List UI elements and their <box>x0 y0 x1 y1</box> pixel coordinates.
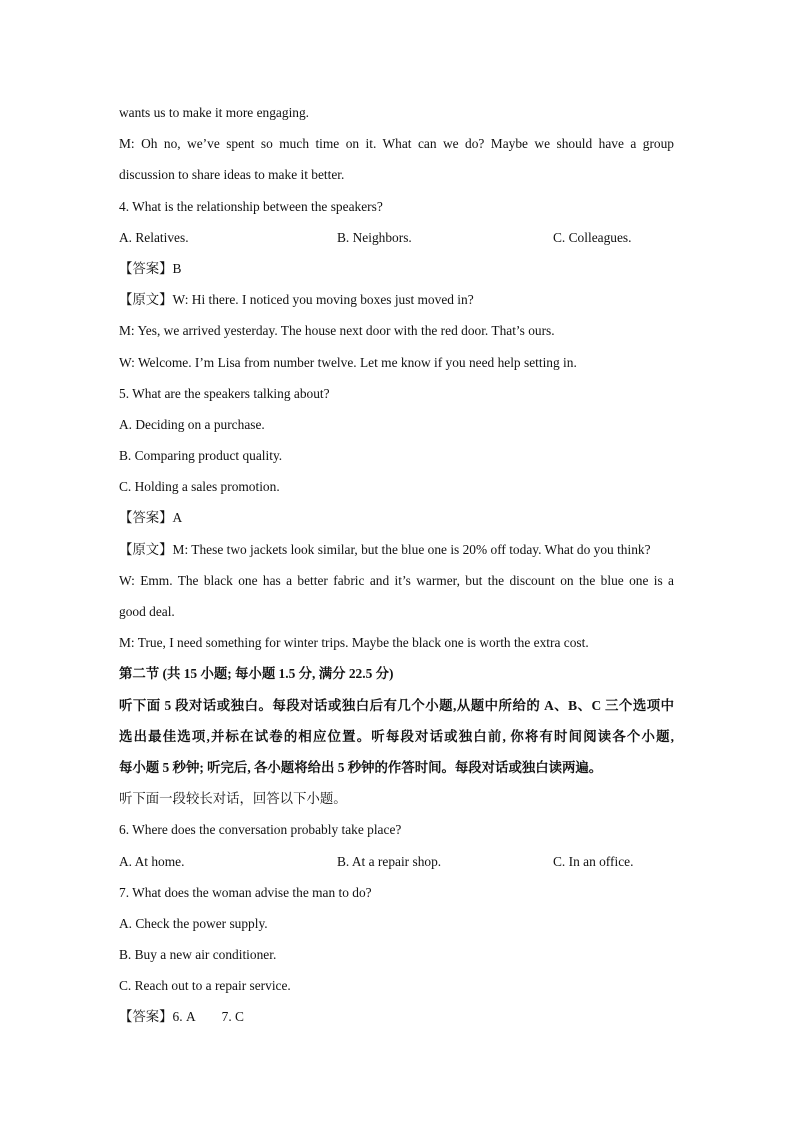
option-a: A. Relatives. <box>119 229 189 245</box>
question-6: 6. Where does the conversation probably take place? <box>119 822 402 838</box>
transcript-line: W: Welcome. I’m Lisa from number twelve. Let me know if you need help setting in. <box>119 354 577 370</box>
option-c: C. In an office. <box>553 853 634 869</box>
question-5: 5. What are the speakers talking about? <box>119 385 330 401</box>
option-b: B. Neighbors. <box>337 229 412 245</box>
option-a: A. Check the power supply. <box>119 915 268 931</box>
option-b: B. Buy a new air conditioner. <box>119 947 277 963</box>
instruction-line: 听下面 5 段对话或独白。每段对话或独白后有几个小题,从题中所给的 A、B、C 三个选项中 <box>119 697 674 713</box>
answer-4: 【答案】B <box>119 260 182 276</box>
option-c: C. Colleagues. <box>553 229 632 245</box>
dialogue-line: M: Oh no, we’ve spent so much time on it. What can we do? Maybe we should have a group <box>119 136 674 152</box>
transcript-line: good deal. <box>119 604 175 619</box>
answer-5: 【答案】A <box>119 510 183 526</box>
dialogue-line: wants us to make it more engaging. <box>119 105 310 120</box>
question-6-options <box>119 846 674 877</box>
transcript-line: M: True, I need something for winter trips. Maybe the black one is worth the extra cost. <box>119 635 589 651</box>
answer-6: 【答案】6. A <box>119 1009 196 1025</box>
question-4: 4. What is the relationship between the speakers? <box>119 198 383 214</box>
option-a: A. At home. <box>119 853 185 869</box>
answer-6-7 <box>119 1001 674 1032</box>
transcript-line: W: Emm. The black one has a better fabric and it’s warmer, but the discount on the blue one is a <box>119 572 674 588</box>
question-4-options <box>119 222 674 253</box>
listen-instruction: 听下面一段较长对话，回答以下小题。 <box>119 791 347 807</box>
transcript-line: 【原文】M: These two jackets look similar, but the blue one is 20% off today. What do you think? <box>119 541 651 557</box>
transcript-line: M: Yes, we arrived yesterday. The house next door with the red door. That’s ours. <box>119 323 555 339</box>
option-b: B. Comparing product quality. <box>119 448 283 464</box>
question-7: 7. What does the woman advise the man to do? <box>119 884 372 900</box>
option-b: B. At a repair shop. <box>337 853 442 869</box>
instruction-line: 每小题 5 秒钟; 听完后, 各小题将给出 5 秒钟的作答时间。每段对话或独白读两遍。 <box>119 759 603 775</box>
dialogue-line: discussion to share ideas to make it better. <box>119 167 345 183</box>
answer-7: 7. C <box>221 1009 244 1025</box>
option-c: C. Reach out to a repair service. <box>119 978 291 994</box>
instruction-line: 选出最佳选项,并标在试卷的相应位置。听每段对话或独白前, 你将有时间阅读各个小题, <box>119 728 674 744</box>
transcript-line: 【原文】W: Hi there. I noticed you moving boxes just moved in? <box>119 292 474 308</box>
option-a: A. Deciding on a purchase. <box>119 416 265 432</box>
exam-text <box>119 97 674 1033</box>
section-heading: 第二节 (共 15 小题; 每小题 1.5 分, 满分 22.5 分) <box>119 666 394 682</box>
option-c: C. Holding a sales promotion. <box>119 479 280 495</box>
